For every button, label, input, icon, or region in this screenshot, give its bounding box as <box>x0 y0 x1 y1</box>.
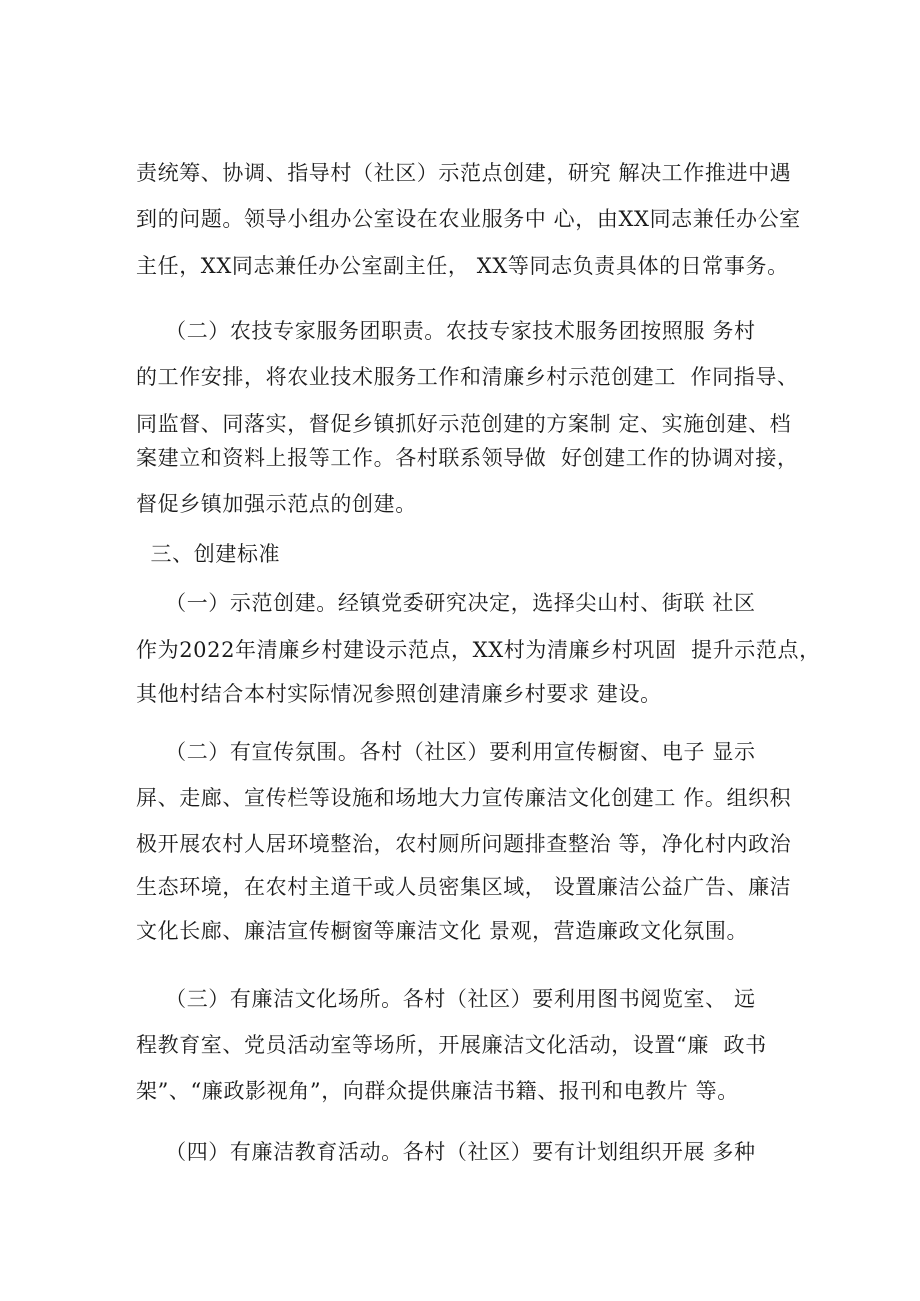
text-line-6: 同监督、同落实，督促乡镇抓好示范创建的方案制 定、实施创建、档 <box>136 412 792 436</box>
text-line-17: 文化长廊、廉洁宣传橱窗等廉洁文化 景观，营造廉政文化氛围。 <box>136 919 749 943</box>
section-heading: 三、创建标准 <box>136 542 281 566</box>
text-line-11: 作为2022年清廉乡村建设示范点，XX村为清廉乡村巩固 提升示范点， <box>136 638 821 662</box>
text-line-2: 到的问题。领导小组办公室设在农业服务中 心，由XX同志兼任办公室 <box>136 207 801 231</box>
text-line-5: 的工作安排，将农业技术服务工作和清廉乡村示范创建工 作同指导、 <box>136 365 799 389</box>
text-line-21: （四）有廉洁教育活动。各村（社区）要有计划组织开展 多种 <box>136 1140 756 1164</box>
text-line-10: （一）示范创建。经镇党委研究决定，选择尖山村、街联 社区 <box>136 591 756 615</box>
text-line-3: 主任，XX同志兼任办公室副主任， XX等同志负责具体的日常事务。 <box>136 254 789 278</box>
text-line-13: （二）有宣传氛围。各村（社区）要利用宣传橱窗、电子 显示 <box>136 740 756 764</box>
text-line-16: 生态环境，在农村主道干或人员密集区域， 设置廉洁公益广告、廉洁 <box>136 875 792 899</box>
text-line-15: 极开展农村人居环境整治，农村厕所问题排查整治 等，净化村内政治 <box>136 832 792 856</box>
text-line-12: 其他村结合本村实际情况参照创建清廉乡村要求 建设。 <box>136 682 662 706</box>
text-line-7: 案建立和资料上报等工作。各村联系领导做 好创建工作的协调对接， <box>136 446 799 470</box>
text-line-14: 屏、走廊、宣传栏等设施和场地大力宣传廉洁文化创建工 作。组织积 <box>136 786 792 810</box>
text-line-4: （二）农技专家服务团职责。农技专家技术服务团按照服 务村 <box>136 319 756 343</box>
text-line-8: 督促乡镇加强示范点的创建。 <box>136 492 417 516</box>
text-line-19: 程教育室、党员活动室等场所，开展廉洁文化活动，设置“廉 政书 <box>136 1033 767 1057</box>
text-line-1: 责统筹、协调、指导村（社区）示范点创建，研究 解决工作推进中遇 <box>136 161 792 185</box>
text-line-20: 架”、“廉政影视角”，向群众提供廉洁书籍、报刊和电教片 等。 <box>136 1079 739 1103</box>
text-line-18: （三）有廉洁文化场所。各村（社区）要利用图书阅览室、 远 <box>136 987 756 1011</box>
